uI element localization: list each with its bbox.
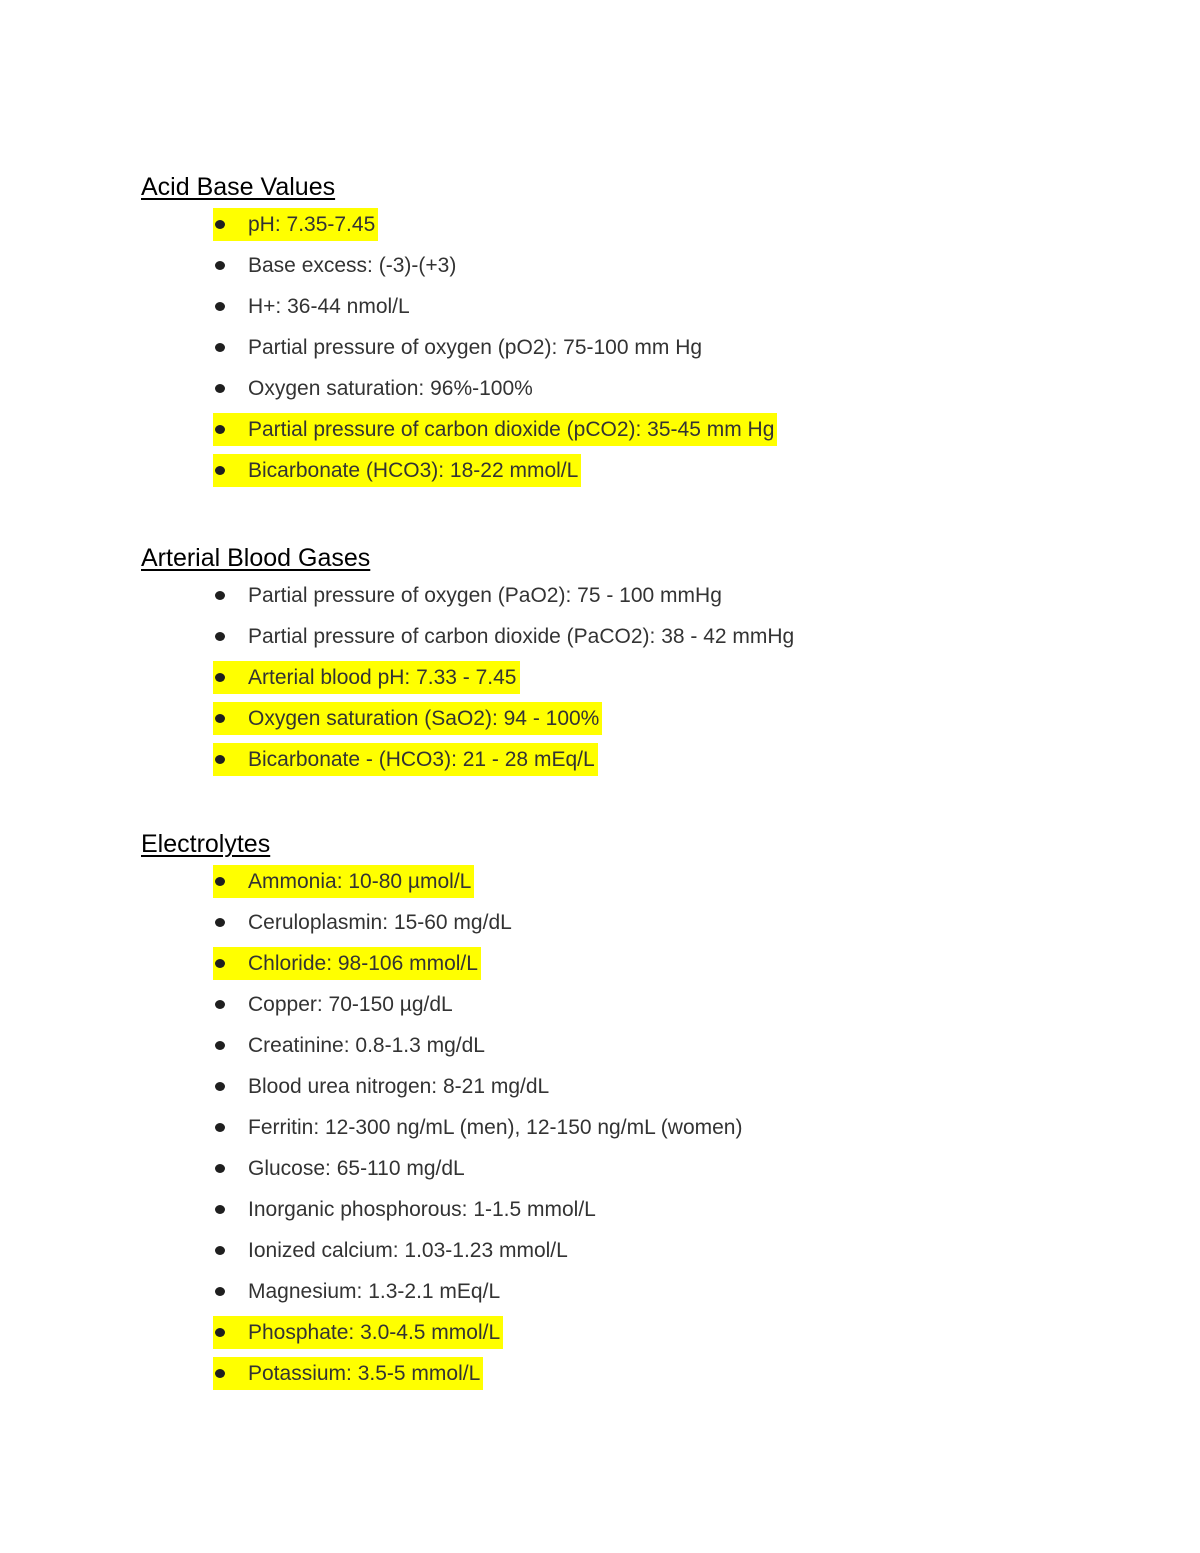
item-label: Blood urea nitrogen: 8-21 mg/dL (248, 1075, 550, 1098)
value-list (141, 575, 795, 780)
list-item (141, 902, 512, 943)
bullet-icon (215, 1369, 225, 1378)
item-label: Partial pressure of carbon dioxide (PaCO2): 38 - 42 mmHg (248, 625, 795, 648)
list-item (141, 204, 376, 245)
item-label: Phosphate: 3.0-4.5 mmol/L (248, 1321, 501, 1344)
bullet-icon (215, 302, 225, 311)
item-label: Ferritin: 12-300 ng/mL (men), 12-150 ng/mL (women) (248, 1116, 743, 1139)
list-item (141, 450, 579, 491)
section-title: Arterial Blood Gases (141, 544, 371, 572)
item-label: Ionized calcium: 1.03-1.23 mmol/L (248, 1239, 568, 1262)
section-title: Acid Base Values (141, 173, 336, 201)
section-acid-base-values (141, 170, 775, 491)
bullet-icon (215, 1246, 225, 1255)
item-label: Arterial blood pH: 7.33 - 7.45 (248, 666, 517, 689)
item-label: Chloride: 98-106 mmol/L (248, 952, 478, 975)
bullet-icon (215, 1205, 225, 1214)
list-item (141, 1148, 465, 1189)
item-label: pH: 7.35-7.45 (248, 213, 376, 236)
bullet-icon (215, 1000, 225, 1009)
item-label: H+: 36-44 nmol/L (248, 295, 410, 318)
item-label: Creatinine: 0.8-1.3 mg/dL (248, 1034, 485, 1057)
item-label: Inorganic phosphorous: 1-1.5 mmol/L (248, 1198, 596, 1221)
highlighted-text (248, 454, 581, 487)
list-item (141, 861, 472, 902)
item-label: Magnesium: 1.3-2.1 mEq/L (248, 1280, 501, 1303)
bullet-icon (215, 1041, 225, 1050)
list-item (141, 1312, 501, 1353)
list-item (141, 575, 722, 616)
bullet-icon (215, 877, 225, 886)
item-label: Glucose: 65-110 mg/dL (248, 1157, 465, 1180)
highlighted-text (248, 743, 598, 776)
bullet-icon (215, 959, 225, 968)
highlighted-text (248, 1316, 503, 1349)
list-item (141, 368, 533, 409)
list-item (141, 245, 457, 286)
highlighted-text (248, 865, 474, 898)
list-item (141, 1189, 596, 1230)
item-label: Oxygen saturation: 96%-100% (248, 377, 533, 400)
item-label: Partial pressure of carbon dioxide (pCO2): 35-45 mm Hg (248, 418, 775, 441)
list-item (141, 739, 595, 780)
bullet-icon (215, 755, 225, 764)
section-title: Electrolytes (141, 830, 271, 858)
bullet-icon (215, 632, 225, 641)
item-label: Partial pressure of oxygen (PaO2): 75 - 100 mmHg (248, 584, 722, 607)
item-label: Oxygen saturation (SaO2): 94 - 100% (248, 707, 600, 730)
bullet-icon (215, 425, 225, 434)
list-item (141, 286, 410, 327)
highlighted-text (248, 208, 378, 241)
list-item (141, 616, 795, 657)
bullet-icon (215, 1123, 225, 1132)
list-item (141, 1107, 743, 1148)
highlighted-text (248, 661, 520, 694)
item-label: Copper: 70-150 µg/dL (248, 993, 453, 1016)
list-item (141, 1230, 568, 1271)
list-item (141, 698, 600, 739)
item-label: Partial pressure of oxygen (pO2): 75-100 mm Hg (248, 336, 703, 359)
highlighted-text (248, 702, 602, 735)
list-item (141, 327, 703, 368)
list-item (141, 943, 478, 984)
item-label: Ammonia: 10-80 µmol/L (248, 870, 472, 893)
bullet-icon (215, 384, 225, 393)
section-arterial-blood-gases (141, 541, 795, 780)
item-label: Bicarbonate (HCO3): 18-22 mmol/L (248, 459, 579, 482)
list-item (141, 1025, 485, 1066)
list-item (141, 409, 775, 450)
item-label: Ceruloplasmin: 15-60 mg/dL (248, 911, 512, 934)
bullet-icon (215, 1287, 225, 1296)
highlighted-text (248, 1357, 483, 1390)
highlighted-text (248, 413, 777, 446)
list-item (141, 1353, 481, 1394)
item-label: Potassium: 3.5-5 mmol/L (248, 1362, 481, 1385)
bullet-icon (215, 466, 225, 475)
bullet-icon (215, 220, 225, 229)
bullet-icon (215, 1164, 225, 1173)
list-item (141, 1271, 501, 1312)
item-label: Bicarbonate - (HCO3): 21 - 28 mEq/L (248, 748, 595, 771)
highlighted-text (248, 947, 481, 980)
bullet-icon (215, 1082, 225, 1091)
bullet-icon (215, 343, 225, 352)
value-list (141, 204, 775, 491)
list-item (141, 984, 453, 1025)
bullet-icon (215, 1328, 225, 1337)
bullet-icon (215, 261, 225, 270)
bullet-icon (215, 591, 225, 600)
item-label: Base excess: (-3)-(+3) (248, 254, 457, 277)
section-electrolytes (141, 827, 743, 1394)
bullet-icon (215, 714, 225, 723)
list-item (141, 657, 517, 698)
list-item (141, 1066, 550, 1107)
bullet-icon (215, 673, 225, 682)
value-list (141, 861, 743, 1394)
bullet-icon (215, 918, 225, 927)
